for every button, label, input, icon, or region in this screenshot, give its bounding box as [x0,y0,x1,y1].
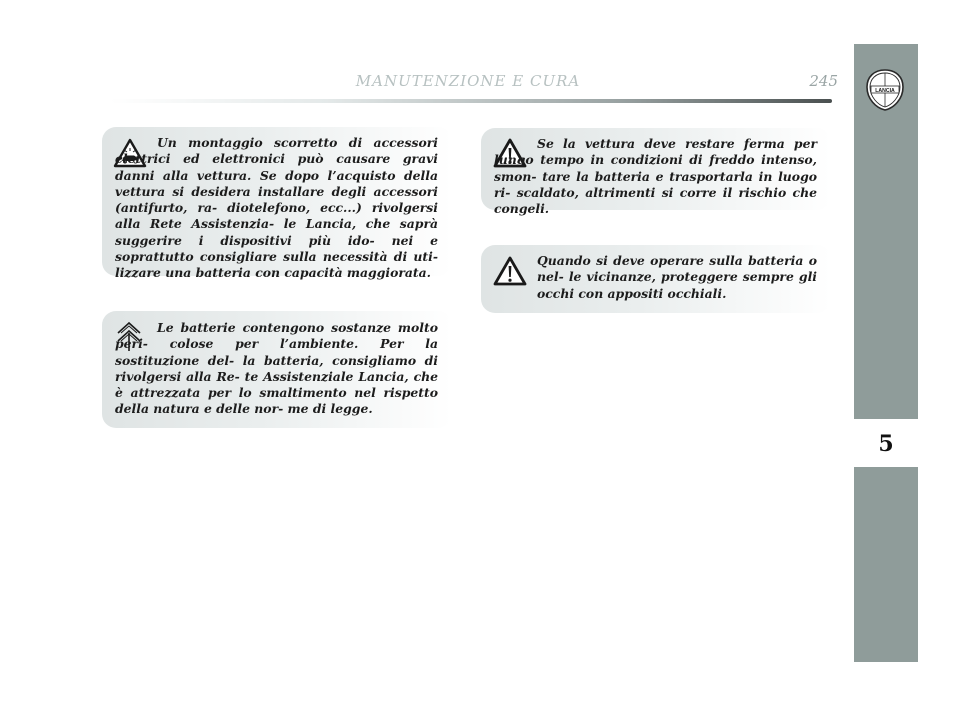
note-electrical-accessories [102,127,452,281]
note-text: Le batterie contengono sostanze molto peri- colose per l’ambiente. Per la sostituzione del- la batteria, consigliamo di rivolgersi alla Re- te Assistenziale Lancia, che è attrezzata per lo smaltimento nel rispetto della natura e delle nor- me di legge. [115,320,438,417]
lancia-logo-icon [865,68,905,112]
logo-label: LANCIA [875,88,895,94]
note-battery-environment [102,311,452,428]
warning-triangle-icon [493,255,527,287]
header-divider [110,99,832,103]
note-battery-cold [481,128,831,217]
note-text: Se la vettura deve restare ferma per lungo tempo in condizioni di freddo intenso, smon- tare la batteria e trasportarla in luogo ri- scaldato, altrimenti si corre il rischio che congeli. [494,136,817,217]
section-title: MANUTENZIONE E CURA [355,72,581,90]
note-text: Un montaggio scorretto di accessori elettrici ed elettronici può causare gravi danni alla vettura. Se dopo l’acquisto della vettura si desidera installare degli accessori (antifurto, ra- diotelefono, ecc...) rivolgersi alla Rete Assistenzia- le Lancia, che saprà suggerire i dispositivi più ido- nei e soprattutto consigliare sulla necessità di uti- lizzare una batteria con capacità maggiorata. [115,135,438,281]
note-text: Quando si deve operare sulla batteria o nel- le vicinanze, proteggere sempre gli occhi con appositi occhiali. [537,253,817,301]
chapter-sidebar [854,44,918,662]
chapter-tab[interactable]: 5 [854,418,918,468]
note-eye-protection [481,245,831,313]
page-number: 245 [809,72,838,90]
